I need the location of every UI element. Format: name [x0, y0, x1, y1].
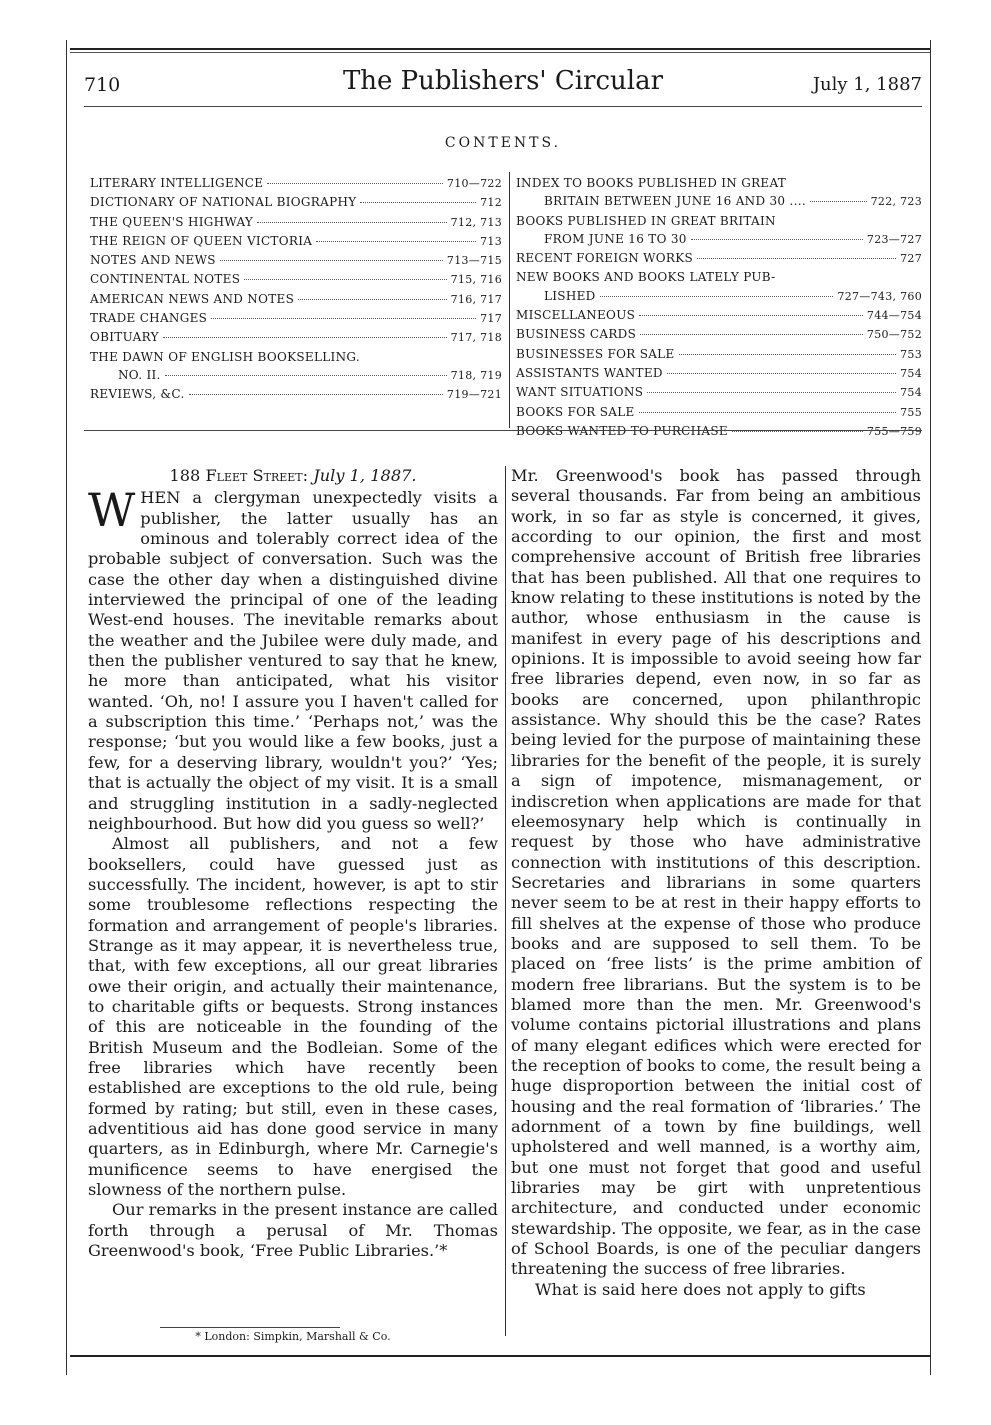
contents-entry: [90, 270, 502, 289]
contents-entry-title: BRITAIN BETWEEN JUNE 16 AND 30 ....: [544, 194, 806, 209]
contents-entry-pages: 719—721: [446, 388, 502, 402]
contents-left-column: [90, 174, 502, 405]
contents-entry: [516, 422, 922, 441]
contents-entry: [90, 174, 502, 193]
contents-entry-title: DICTIONARY OF NATIONAL BIOGRAPHY: [90, 195, 357, 210]
footnote: * London: Simpkin, Marshall & Co.: [195, 1330, 391, 1343]
contents-entry-title: BUSINESS CARDS: [516, 327, 637, 342]
contents-entry-title: RECENT FOREIGN WORKS: [516, 251, 694, 266]
contents-entry: [90, 309, 502, 328]
contents-entry-title: BUSINESSES FOR SALE: [516, 346, 675, 361]
dot-leader: [679, 354, 897, 355]
running-title: The Publishers' Circular: [342, 66, 664, 96]
contents-entry: [90, 328, 502, 347]
contents-entry-pages: 754: [900, 386, 922, 400]
contents-entry-pages: 718, 719: [450, 368, 502, 382]
contents-entry-title: THE QUEEN'S HIGHWAY: [90, 214, 254, 229]
contents-entry-pages: 713: [480, 234, 502, 248]
dot-leader: [267, 183, 443, 184]
right-margin-rule: [930, 40, 931, 1375]
contents-entry-title: THE REIGN OF QUEEN VICTORIA: [90, 233, 313, 248]
dot-leader: [298, 299, 447, 300]
footnote-rule: [160, 1327, 340, 1328]
contents-entry-title: NOTES AND NEWS: [90, 253, 216, 268]
header-rule: [84, 106, 922, 107]
contents-entry: [90, 385, 502, 404]
dot-leader: [189, 394, 443, 395]
dot-leader: [640, 334, 863, 335]
column-divider: [505, 466, 506, 1336]
contents-entry-title: TRADE CHANGES: [90, 311, 208, 326]
contents-entry-title: MISCELLANEOUS: [516, 308, 636, 323]
contents-entry: [516, 230, 922, 249]
dot-leader: [257, 222, 446, 223]
contents-entry-pages: 727—743, 760: [837, 289, 922, 303]
contents-entry-pages: 722, 723: [870, 195, 922, 209]
contents-entry-title: NO. II.: [118, 367, 161, 382]
contents-entry-title: ASSISTANTS WANTED: [516, 365, 663, 380]
contents-entry-pages: 713—715: [446, 254, 502, 268]
dot-leader: [211, 318, 476, 319]
contents-entry-title: BOOKS WANTED TO PURCHASE: [516, 423, 728, 438]
contents-entry-pages: 750—752: [866, 328, 922, 342]
contents-entry: [90, 213, 502, 232]
contents-entry-title: BOOKS FOR SALE: [516, 404, 635, 419]
contents-entry: [516, 268, 922, 286]
bottom-border-rule: [70, 1355, 931, 1357]
dot-leader: [639, 412, 897, 413]
contents-entry: [516, 403, 922, 422]
article-paragraph: Mr. Greenwood's book has passed through several thousands. Far from being an ambitious work, in so far as style is concerned, it gives, according to our opinion, the first and most comprehensive account of British free libraries that has been published. All that one requires to know relating to these institutions is noted by the author, whose enthusiasm in the cause is manifest in every page of his descriptions and opinions. It is impossible to avoid seeing how far free libraries depend, even now, in so far as books are concerned, upon philanthropic assistance. Why should this be the case? Rates being levied for the purpose of maintaining these libraries for the benefit of the people, it is surely a sign of impotence, mismanagement, or indiscretion when applications are made for that eleemosynary help which is continually in request by those who have administrative connection with institutions of this description. Secretaries and librarians in some quarters never seem to be at rest in their happy efforts to fill shelves at the expense of those who produce books and are supposed to sell them. To be placed on ‘free lists’ is the prime ambition of modern free librarians. But the system is to be blamed more than the men. Mr. Greenwood's volume contains pictorial illustrations and plans of many elegant edifices which were erected for the reception of books to come, the result being a huge disproportion between the initial cost of housing and the real formation of ‘libraries.’ The adornment of a town by fine buildings, well upholstered and well manned, is a worthy aim, but one must not forget that good and useful libraries may be girt with unpretentious architecture, and conducted under economic stewardship. The opposite, we fear, as in the case of School Boards, is one of the peculiar dangers threatening the success of free libraries.: [511, 466, 921, 1279]
contents-heading: CONTENTS.: [444, 135, 562, 151]
dot-leader: [220, 260, 443, 261]
contents-entry: [90, 290, 502, 309]
dot-leader: [691, 239, 863, 240]
contents-divider: [509, 172, 510, 428]
contents-entry-title: CONTINENTAL NOTES: [90, 272, 241, 287]
contents-entry-title: LISHED: [544, 288, 596, 303]
contents-entry: [516, 306, 922, 325]
contents-entry: [516, 364, 922, 383]
contents-entry-pages: 753: [900, 347, 922, 361]
dot-leader: [697, 258, 896, 259]
contents-entry: [90, 232, 502, 251]
issue-date: July 1, 1887: [812, 74, 922, 95]
contents-entry-pages: 712: [480, 196, 502, 210]
article-paragraph: What is said here does not apply to gifts: [535, 1279, 866, 1299]
article-paragraph: WHEN a clergyman unexpectedly visits a publisher, the latter usually has an ominous and tolerably correct idea of the probable subject of conversation. Such was the case the other day when a distinguished divine interviewed the principal of one of the leading West-end houses. The inevitable remarks about the weather and the Jubilee were duly made, and then the publisher ventured to say that he knew, he more than anticipated, what his visitor wanted. ‘Oh, no! I assure you I haven't called for a subscription this time.’ ‘Perhaps not,’ was the response; ‘but you would like a few books, just a few, for a deserving library, wouldn't you?’ ‘Yes; that is actually the object of my visit. It is a small and struggling institution in a sadly-neglected neighbourhood. But how did you guess so well?’: [88, 483, 498, 833]
dot-leader: [810, 201, 867, 202]
contents-entry-pages: 723—727: [866, 232, 922, 246]
contents-entry-pages: 754: [900, 366, 922, 380]
contents-entry-pages: 755—759: [866, 424, 922, 438]
dot-leader: [165, 375, 447, 376]
contents-entry: [90, 251, 502, 270]
dot-leader: [163, 337, 447, 338]
contents-entry-pages: 717, 718: [450, 331, 502, 345]
article-paragraph: Almost all publishers, and not a few booksellers, could have guessed just as successfully. The incident, however, is apt to stir some troublesome reflections respecting the formation and arrangement of people's libraries. Strange as it may appear, it is nevertheless true, that, with few exceptions, all our great libraries owe their origin, and actually their maintenance, to charitable gifts or bequests. Strong instances of this are noticeable in the founding of the British Museum and the Bodleian. Some of the free libraries which have recently been established are exceptions to the old rule, being formed by rating; but still, even in these cases, adventitious aid has done good service in many quarters, as in Edinburgh, where Mr. Carnegie's munificence seems to have energised the slowness of the northern pulse.: [88, 834, 498, 1200]
contents-right-column: [516, 174, 922, 441]
top-border-rule-thin: [70, 52, 931, 53]
contents-entry-pages: 727: [900, 252, 922, 266]
article-left-column: [88, 466, 498, 1261]
left-margin-rule: [66, 40, 67, 1375]
contents-entry-title: REVIEWS, &C.: [90, 387, 185, 402]
dot-leader: [647, 392, 896, 393]
dateline-place: 188 Fleet Street: [169, 466, 303, 485]
dot-leader: [639, 315, 863, 316]
contents-entry-title: INDEX TO BOOKS PUBLISHED IN GREAT: [516, 176, 787, 190]
dot-leader: [316, 241, 476, 242]
article-right-column: [511, 466, 921, 1300]
contents-entry: [90, 348, 502, 366]
contents-entry-pages: 744—754: [866, 309, 922, 323]
contents-entry-title: FROM JUNE 16 TO 30: [544, 231, 687, 246]
contents-rule: [84, 430, 922, 431]
contents-entry-pages: 717: [480, 312, 502, 326]
contents-entry-pages: 712, 713: [450, 215, 502, 229]
contents-entry-pages: 755: [900, 405, 922, 419]
contents-entry: [516, 383, 922, 402]
contents-entry-title: WANT SITUATIONS: [516, 385, 644, 400]
contents-entry-title: LITERARY INTELLIGENCE: [90, 176, 264, 190]
contents-entry: [516, 212, 922, 230]
drop-cap: W: [88, 483, 136, 538]
contents-entry-pages: 710—722: [446, 177, 502, 190]
contents-entry: [516, 249, 922, 268]
article-paragraph: Our remarks in the present instance are called forth through a perusal of Mr. Thomas Greenwood's book, ‘Free Public Libraries.’*: [88, 1200, 498, 1261]
contents-entry-title: NEW BOOKS AND BOOKS LATELY PUB-: [516, 270, 776, 285]
contents-entry: [90, 366, 502, 385]
page-header: [84, 66, 922, 106]
contents-entry-pages: 716, 717: [450, 292, 502, 306]
contents-entry: [516, 192, 922, 211]
dot-leader: [244, 279, 446, 280]
dot-leader: [667, 373, 896, 374]
contents-entry: [516, 287, 922, 306]
dateline: 188 Fleet Street: July 1, 1887.: [169, 466, 417, 485]
dot-leader: [360, 202, 476, 203]
dateline-date: July 1, 1887.: [313, 466, 417, 485]
contents-entry-title: THE DAWN OF ENGLISH BOOKSELLING.: [90, 349, 360, 364]
contents-entry-title: OBITUARY: [90, 330, 159, 345]
contents-entry: [90, 193, 502, 212]
dot-leader: [600, 296, 834, 297]
contents-entry-pages: 715, 716: [450, 273, 502, 287]
contents-entry-title: BOOKS PUBLISHED IN GREAT BRITAIN: [516, 213, 776, 228]
contents-entry: [516, 325, 922, 344]
contents-entry: [516, 174, 922, 192]
page-number: 710: [84, 74, 121, 96]
dot-leader: [732, 431, 863, 432]
contents-entry-title: AMERICAN NEWS AND NOTES: [90, 291, 295, 306]
top-border-rule: [70, 48, 931, 50]
contents-entry: [516, 345, 922, 364]
